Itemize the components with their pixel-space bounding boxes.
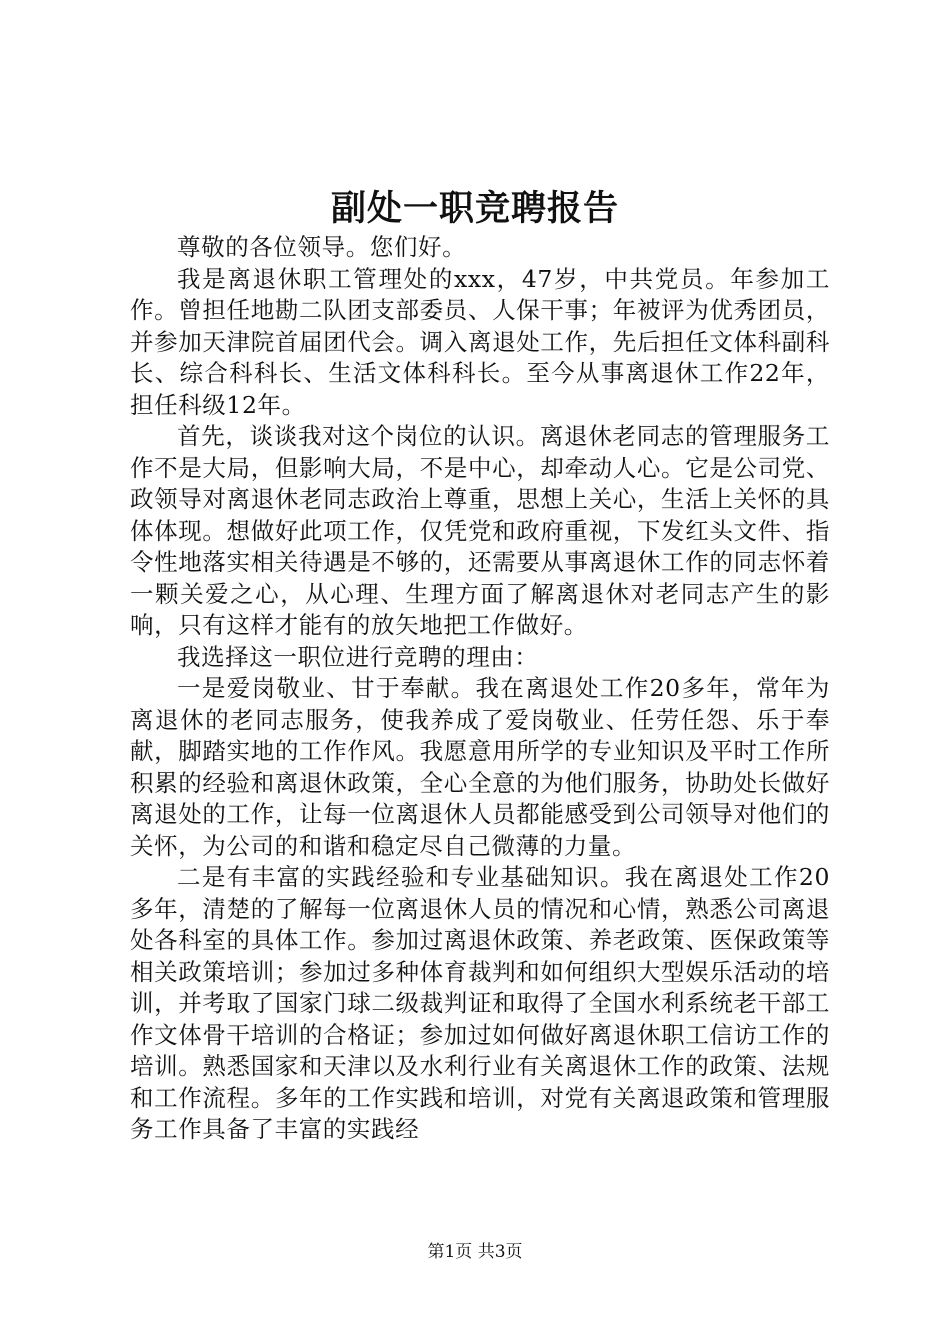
document-body	[130, 232, 830, 1146]
paragraph-reasons-heading: 我选择这一职位进行竞聘的理由：	[177, 642, 539, 671]
document-title: 副处一职竞聘报告	[330, 188, 619, 229]
page-footer: 第1页 共3页	[427, 1242, 523, 1262]
paragraph-position-understanding: 首先，谈谈我对这个岗位的认识。离退休老同志的管理服务工作不是大局，但影响大局，不是中心，却牵动人心。它是公司党、政领导对离退休老同志政治上尊重，思想上关心，生活上关怀的具体体现。想做好此项工作，仅凭党和政府重视，下发红头文件、指令性地落实相关待遇是不够的，还需要从事离退休工作的同志怀着一颗关爱之心，从心理、生理方面了解离退休对老同志产生的影响，只有这样才能有的放矢地把工作做好。	[130, 422, 830, 639]
paragraph-reason-one: 一是爱岗敬业、甘于奉献。我在离退处工作20多年，常年为离退休的老同志服务，使我养成了爱岗敬业、任劳任怨、乐于奉献，脚踏实地的工作作风。我愿意用所学的专业知识及平时工作所积累的经验和离退休政策，全心全意的为他们服务，协助处长做好离退处的工作，让每一位离退休人员都能感受到公司领导对他们的关怀，为公司的和谐和稳定尽自己微薄的力量。	[130, 674, 830, 860]
paragraph-reason-two: 二是有丰富的实践经验和专业基础知识。我在离退处工作20多年，清楚的了解每一位离退休人员的情况和心情，熟悉公司离退处各科室的具体工作。参加过离退休政策、养老政策、医保政策等相关政策培训；参加过多种体育裁判和如何组织大型娱乐活动的培训，并考取了国家门球二级裁判证和取得了全国水利系统老干部工作文体骨干培训的合格证；参加过如何做好离退休职工信访工作的培训。熟悉国家和天津以及水利行业有关离退休工作的政策、法规和工作流程。多年的工作实践和培训，对党有关离退政策和管理服务工作具备了丰富的实践经	[130, 863, 830, 1143]
paragraph-introduction: 我是离退休职工管理处的xxx，47岁，中共党员。年参加工作。曾担任地勘二队团支部委员、人保干事；年被评为优秀团员，并参加天津院首届团代会。调入离退处工作，先后担任文体科副科长、综合科科长、生活文体科科长。至今从事离退休工作22年，担任科级12年。	[130, 264, 830, 419]
paragraph-greeting: 尊敬的各位领导。您们好。	[177, 233, 467, 261]
